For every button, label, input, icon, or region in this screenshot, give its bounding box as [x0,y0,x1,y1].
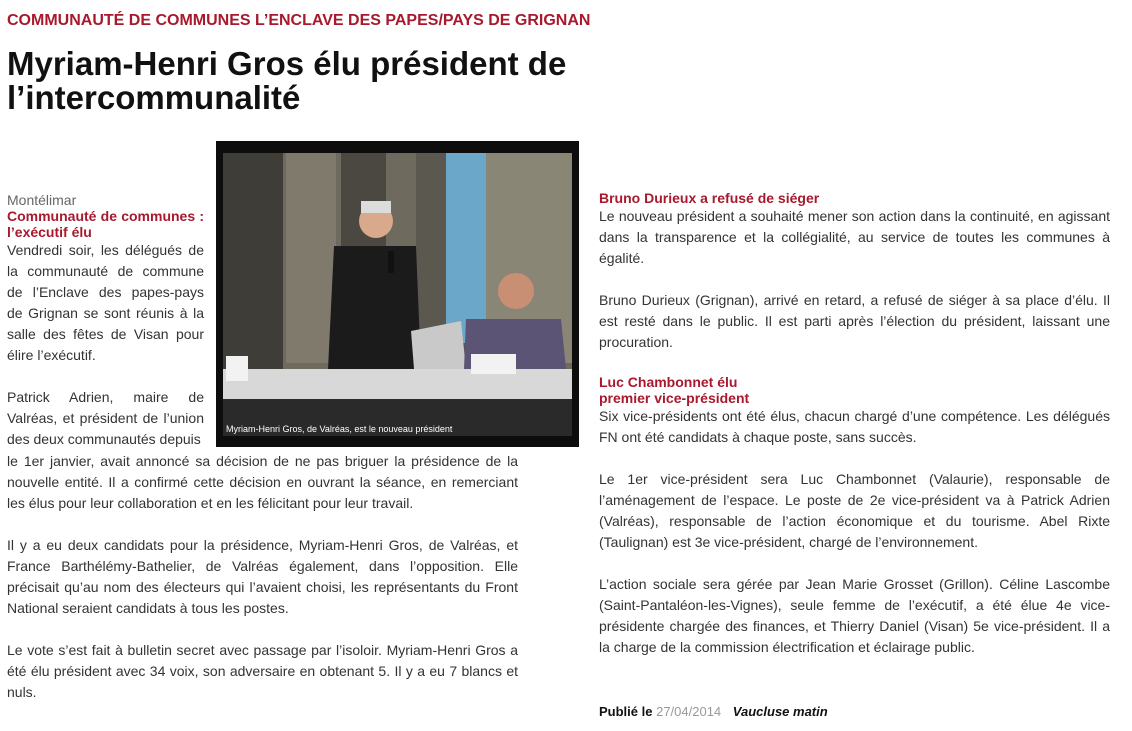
paragraph-8: Le 1er vice-président sera Luc Chambonnet (Valaurie), responsable de l’aménagement de l’espace. Le poste de 2e vice-président va à Patrick Adrien (Valréas), responsable de l’action économique et du tourisme. Abel Rixte (Taulignan) est 3e vice-président, chargé de l’environnement. [599,471,1110,550]
article-column-left-top [7,192,204,450]
article-column-right [599,190,1110,658]
subhead-chambonnet-line1: Luc Chambonnet élu [599,374,738,390]
article-subhead: Communauté de communes : l’exécutif élu [7,208,204,240]
published-label: Publié le [599,704,653,719]
publication-footer [599,704,828,719]
paragraph-4: Le vote s’est fait à bulletin secret avec passage par l’isoloir. Myriam-Henri Gros a été élu président avec 34 voix, son adversaire en obtenant 5. Il y a eu 7 blancs et nuls. [7,642,518,700]
dateline-place: Montélimar [7,192,77,208]
paragraph-2b: le 1er janvier, avait annoncé sa décision de ne pas briguer la présidence de la nouvelle entité. Il a confirmé cette décision en ouvrant la séance, en remerciant les élus pour leur collaboration et en les félicitant pour leur travail. [7,453,518,511]
paragraph-7: Six vice-présidents ont été élus, chacun chargé d’une compétence. Les délégués FN ont été candidats à chaque poste, sans succès. [599,408,1110,445]
paragraph-5: Le nouveau président a souhaité mener son action dans la continuité, en agissant dans la transparence et la collégialité, au service de toutes les communes à égalité. [599,208,1110,266]
publication-source: Vaucluse matin [732,704,828,719]
paragraph-2a: Patrick Adrien, maire de Valréas, et président de l’union des deux communautés depuis [7,389,204,447]
paragraph-9: L’action sociale sera gérée par Jean Marie Grosset (Grillon). Céline Lascombe (Saint-Pantaléon-les-Vignes), seule femme de l’exécutif, a été élue 4e vice-présidente chargée des finances, et Thierry Daniel (Visan) 5e vice-président. Il a la charge de la commission électrification et éclairage public. [599,576,1110,655]
photo-caption: Myriam-Henri Gros, de Valréas, est le nouveau président [226,424,453,434]
paragraph-3: Il y a eu deux candidats pour la présidence, Myriam-Henri Gros, de Valréas, et France Barthélémy-Bathelier, de Valréas également, dans l’opposition. Elle précisait qu’au nom des électeurs qui l’avaient choisi, les représentants du Front National seraient candidats à tous les postes. [7,537,518,616]
paragraph-1: Vendredi soir, les délégués de la communauté de commune de l’Enclave des papes-pays de Grignan se sont réunis à la salle des fêtes de Visan pour élire l’exécutif. [7,242,204,363]
photo-illustration [216,141,579,447]
article-headline: Myriam-Henri Gros élu président de l’intercommunalité [7,45,567,116]
subhead-durieux: Bruno Durieux a refusé de siéger [599,190,820,206]
published-date: 27/04/2014 [656,704,722,719]
article-photo [216,141,579,447]
paragraph-6: Bruno Durieux (Grignan), arrivé en retard, a refusé de siéger à sa place d’élu. Il est resté dans le public. Il est parti après l’élection du président, laissant une procuration. [599,292,1110,350]
article-column-left-bottom [7,451,518,703]
subhead-chambonnet-line2: premier vice-président [599,390,750,406]
section-kicker: COMMUNAUTÉ DE COMMUNES L’ENCLAVE DES PAPES/PAYS DE GRIGNAN [7,12,591,29]
